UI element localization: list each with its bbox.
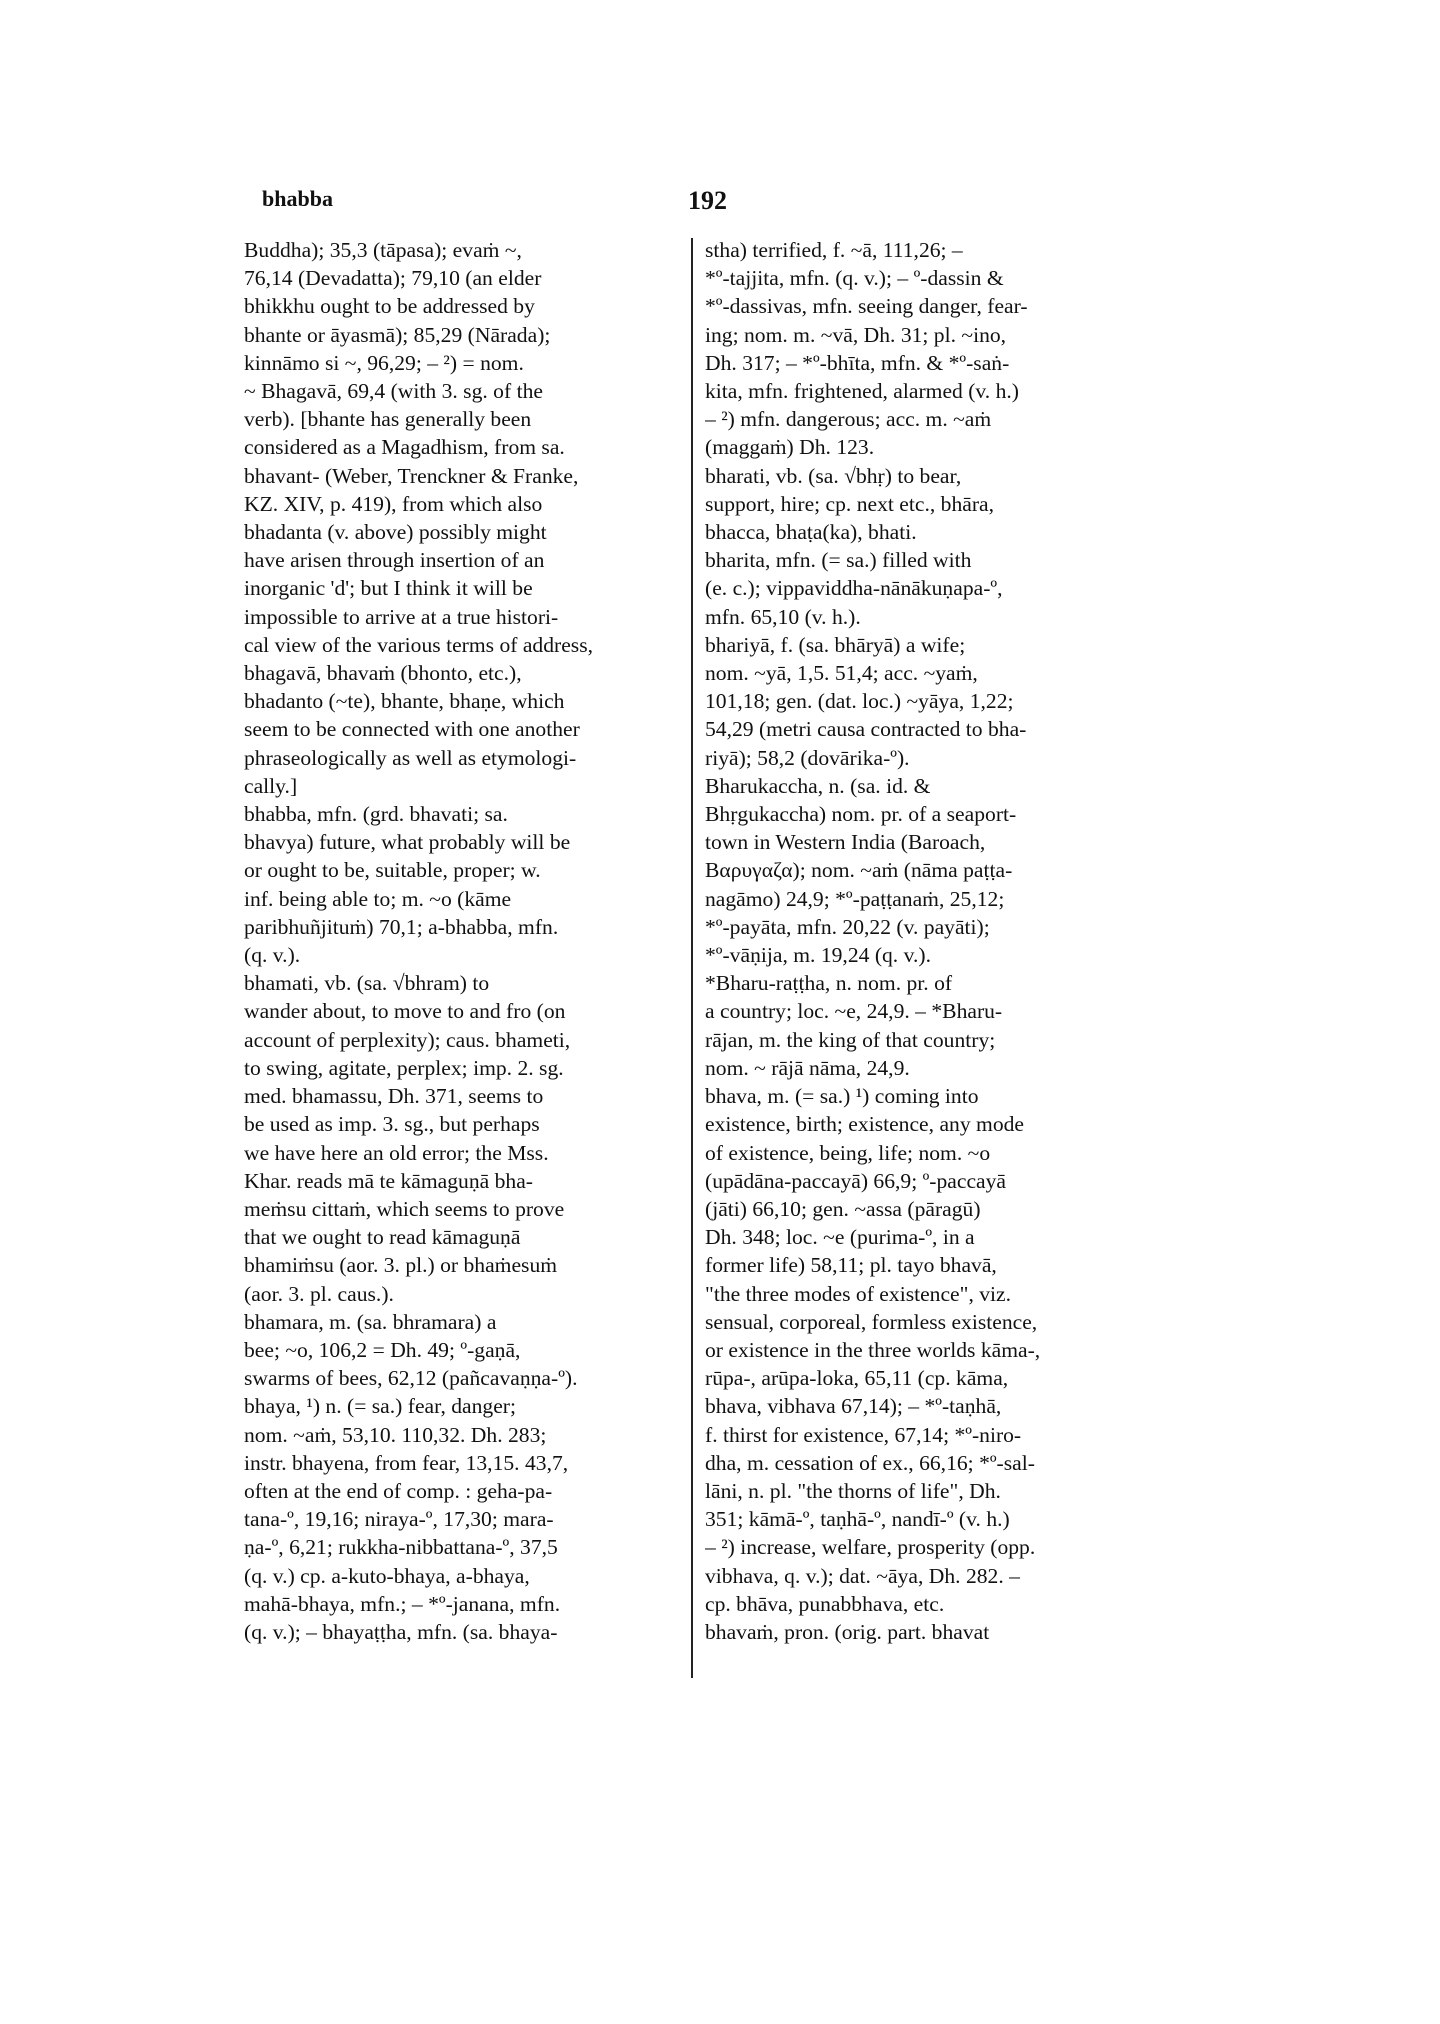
text-line: (jāti) 66,10; gen. ~assa (pāragū) [705,1196,981,1221]
text-line: bhabba, mfn. (grd. bhavati; sa. [244,802,508,827]
text-line: bhaya, ¹) n. (= sa.) fear, danger; [244,1394,516,1419]
text-line: paribhuñjituṁ) 70,1; a-bhabba, mfn. [244,914,559,939]
text-line: "the three modes of existence", viz. [705,1281,1012,1306]
right-column [705,236,1135,1646]
text-line: meṁsu cittaṁ, which seems to prove [244,1196,565,1221]
text-line: bhadanto (~te), bhante, bhaṇe, which [244,689,565,714]
text-line: bhava, vibhava 67,14); – *º-taṇhā, [705,1394,1002,1419]
page-number: 192 [688,186,727,215]
text-line: *º-dassivas, mfn. seeing danger, fear- [705,294,1028,319]
text-line: impossible to arrive at a true histori- [244,604,559,629]
text-line: or ought to be, suitable, proper; w. [244,858,541,883]
text-line: swarms of bees, 62,12 (pañcavaṇṇa-º). [244,1366,578,1391]
text-line: nom. ~yā, 1,5. 51,4; acc. ~yaṁ, [705,661,978,686]
text-line: – ²) mfn. dangerous; acc. m. ~aṁ [705,407,992,432]
left-column [244,236,670,1646]
text-line: f. thirst for existence, 67,14; *º-niro- [705,1422,1022,1447]
text-line: bhavaṁ, pron. (orig. part. bhavat [705,1619,990,1644]
text-line: bharita, mfn. (= sa.) filled with [705,548,972,573]
text-line: support, hire; cp. next etc., bhāra, [705,491,995,516]
text-line: *º-payāta, mfn. 20,22 (v. payāti); [705,914,990,939]
text-line: vibhava, q. v.); dat. ~āya, Dh. 282. – [705,1563,1020,1588]
text-line: – ²) increase, welfare, prosperity (opp. [705,1535,1036,1560]
text-line: *Bharu-raṭṭha, n. nom. pr. of [705,971,953,996]
text-line: often at the end of comp. : geha-pa- [244,1478,553,1503]
text-line: considered as a Magadhism, from sa. [244,435,565,460]
text-line: (upādāna-paccayā) 66,9; º-paccayā [705,1168,1007,1193]
text-line: stha) terrified, f. ~ā, 111,26; – [705,238,963,262]
text-line: (q. v.) cp. a-kuto-bhaya, a-bhaya, [244,1563,530,1588]
text-line: bhamara, m. (sa. bhramara) a [244,1309,497,1334]
text-line: seem to be connected with one another [244,717,580,742]
running-head: bhabba [262,186,333,211]
text-line: riyā); 58,2 (dovārika-º). [705,745,910,770]
text-line: 351; kāmā-º, taṇhā-º, nandī-º (v. h.) [705,1507,1010,1532]
text-line: instr. bhayena, from fear, 13,15. 43,7, [244,1450,569,1475]
text-line: dha, m. cessation of ex., 66,16; *º-sal- [705,1450,1035,1475]
text-line: cp. bhāva, punabbhava, etc. [705,1591,945,1616]
text-line: nom. ~aṁ, 53,10. 110,32. Dh. 283; [244,1422,547,1447]
text-line: Dh. 317; – *º-bhīta, mfn. & *º-saṅ- [705,350,1010,375]
text-line: (e. c.); vippaviddha-nānākuṇapa-º, [705,576,1003,601]
text-line: inf. being able to; m. ~o (kāme [244,886,512,911]
text-line: med. bhamassu, Dh. 371, seems to [244,1084,544,1109]
text-line: KZ. XIV, p. 419), from which also [244,491,543,516]
text-line: wander about, to move to and fro (on [244,999,566,1024]
text-line: (aor. 3. pl. caus.). [244,1281,394,1306]
text-line: Βαρυγαζα); nom. ~aṁ (nāma paṭṭa- [705,858,1013,883]
text-line: Khar. reads mā te kāmaguṇā bha- [244,1168,533,1193]
text-line: bhante or āyasmā); 85,29 (Nārada); [244,322,551,347]
text-line: bee; ~o, 106,2 = Dh. 49; º-gaṇā, [244,1337,521,1362]
text-line: cal view of the various terms of address, [244,632,593,657]
text-line: bhariyā, f. (sa. bhāryā) a wife; [705,632,966,657]
text-line: to swing, agitate, perplex; imp. 2. sg. [244,1055,564,1080]
text-line: Bharukaccha, n. (sa. id. & [705,773,931,798]
text-line: account of perplexity); caus. bhameti, [244,1027,571,1052]
text-line: bhavant- (Weber, Trenckner & Franke, [244,463,579,488]
text-line: kita, mfn. frightened, alarmed (v. h.) [705,379,1019,404]
text-line: 76,14 (Devadatta); 79,10 (an elder [244,266,542,291]
text-line: tana-º, 19,16; niraya-º, 17,30; mara- [244,1507,554,1532]
text-line: 101,18; gen. (dat. loc.) ~yāya, 1,22; [705,689,1014,714]
text-line: we have here an old error; the Mss. [244,1140,549,1165]
text-line: bhikkhu ought to be addressed by [244,294,535,319]
text-line: that we ought to read kāmaguṇā [244,1225,521,1250]
text-line: bhagavā, bhavaṁ (bhonto, etc.), [244,661,522,686]
text-line: nagāmo) 24,9; *º-paṭṭanaṁ, 25,12; [705,886,1005,911]
text-line: a country; loc. ~e, 24,9. – *Bharu- [705,999,1003,1024]
text-line: 54,29 (metri causa contracted to bha- [705,717,1027,742]
text-line: bhacca, bhaṭa(ka), bhati. [705,520,917,545]
text-line: mfn. 65,10 (v. h.). [705,604,861,629]
text-line: kinnāmo si ~, 96,29; – ²) = nom. [244,350,524,375]
column-divider [691,238,693,1678]
text-line: sensual, corporeal, formless existence, [705,1309,1038,1334]
text-line: have arisen through insertion of an [244,548,545,573]
text-line: (q. v.). [244,943,301,968]
text-line: cally.] [244,773,298,798]
text-line: phraseologically as well as etymologi- [244,745,577,770]
text-line: Buddha); 35,3 (tāpasa); evaṁ ~, [244,238,522,262]
text-line: (maggaṁ) Dh. 123. [705,435,875,460]
text-line: *º-tajjita, mfn. (q. v.); – º-dassin & [705,266,1004,291]
text-line: *º-vāṇija, m. 19,24 (q. v.). [705,943,931,968]
text-line: (q. v.); – bhayaṭṭha, mfn. (sa. bhaya- [244,1619,558,1644]
text-line: rūpa-, arūpa-loka, 65,11 (cp. kāma, [705,1366,1009,1391]
text-line: inorganic 'd'; but I think it will be [244,576,533,601]
text-line: bhamati, vb. (sa. √bhram) to [244,971,490,996]
text-line: bhavya) future, what probably will be [244,830,571,855]
text-line: ing; nom. m. ~vā, Dh. 31; pl. ~ino, [705,322,1007,347]
text-line: bharati, vb. (sa. √bhṛ) to bear, [705,463,962,488]
text-line: verb). [bhante has generally been [244,407,532,432]
text-line: bhadanta (v. above) possibly might [244,520,547,545]
text-line: Bhṛgukaccha) nom. pr. of a seaport- [705,802,1017,827]
text-line: former life) 58,11; pl. tayo bhavā, [705,1253,997,1278]
text-line: nom. ~ rājā nāma, 24,9. [705,1055,910,1080]
text-line: ~ Bhagavā, 69,4 (with 3. sg. of the [244,379,543,404]
text-line: bhava, m. (= sa.) ¹) coming into [705,1084,979,1109]
text-line: be used as imp. 3. sg., but perhaps [244,1112,540,1137]
text-line: Dh. 348; loc. ~e (purima-º, in a [705,1225,975,1250]
text-line: bhamiṁsu (aor. 3. pl.) or bhaṁesuṁ [244,1253,558,1278]
text-line: ṇa-º, 6,21; rukkha-nibbattana-º, 37,5 [244,1535,558,1560]
text-line: or existence in the three worlds kāma-, [705,1337,1041,1362]
text-line: town in Western India (Baroach, [705,830,986,855]
text-line: of existence, being, life; nom. ~o [705,1140,991,1165]
text-line: rājan, m. the king of that country; [705,1027,996,1052]
text-line: existence, birth; existence, any mode [705,1112,1024,1137]
text-line: mahā-bhaya, mfn.; – *º-janana, mfn. [244,1591,561,1616]
text-line: lāni, n. pl. "the thorns of life", Dh. [705,1478,1001,1503]
